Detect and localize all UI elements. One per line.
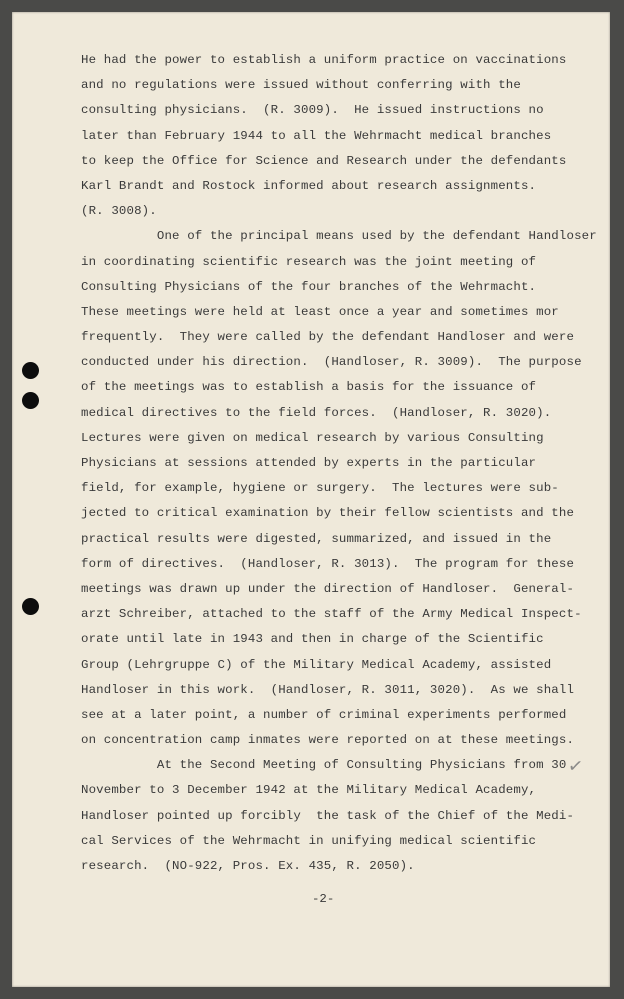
text-line: and no regulations were issued without conferring with the	[81, 78, 521, 93]
text-line: research. (NO-922, Pros. Ex. 435, R. 2050).	[81, 859, 415, 873]
punch-hole	[22, 392, 39, 409]
text-line: to keep the Office for Science and Research under the defendants	[81, 153, 567, 168]
text-line: Lectures were given on medical research by various Consulting	[81, 430, 544, 445]
text-line: consulting physicians. (R. 3009). He issued instructions no	[81, 103, 544, 118]
text-line: later than February 1944 to all the Wehrmacht medical branches	[81, 128, 552, 143]
text-line: frequently. They were called by the defendant Handloser and were	[81, 330, 575, 345]
text-line: form of directives. (Handloser, R. 3013). The program for these	[81, 556, 575, 571]
text-line: jected to critical examination by their fellow scientists and the	[81, 506, 575, 521]
punch-hole	[22, 362, 39, 379]
text-line: At the Second Meeting of Consulting Physicians from 30	[81, 758, 567, 773]
text-line: One of the principal means used by the defendant Handloser	[81, 229, 597, 244]
text-line: arzt Schreiber, attached to the staff of the Army Medical Inspect-	[81, 607, 582, 622]
text-line: meetings was drawn up under the direction of Handloser. General-	[81, 581, 575, 596]
checkmark-annotation: ✓	[566, 755, 585, 778]
text-line: (R. 3008).	[81, 204, 157, 219]
text-line: These meetings were held at least once a year and sometimes mor	[81, 304, 559, 319]
text-line: Karl Brandt and Rostock informed about research assignments.	[81, 178, 537, 193]
text-line: orate until late in 1943 and then in charge of the Scientific	[81, 632, 544, 647]
text-line: Handloser in this work. (Handloser, R. 3011, 3020). As we shall	[81, 682, 575, 697]
typed-text-body	[81, 48, 597, 879]
text-line: in coordinating scientific research was the joint meeting of	[81, 254, 537, 269]
document-page	[12, 12, 610, 987]
punch-hole	[22, 598, 39, 615]
text-line: November to 3 December 1942 at the Military Medical Academy,	[81, 783, 537, 798]
text-line: cal Services of the Wehrmacht in unifying medical scientific	[81, 833, 537, 848]
page-number: -2-	[312, 892, 335, 906]
text-line: medical directives to the field forces. (Handloser, R. 3020).	[81, 405, 552, 420]
text-line: Physicians at sessions attended by experts in the particular	[81, 456, 537, 470]
text-line: He had the power to establish a uniform practice on vaccinations	[81, 53, 567, 67]
text-line: practical results were digested, summarized, and issued in the	[81, 531, 552, 546]
text-line: conducted under his direction. (Handloser, R. 3009). The purpose	[81, 355, 582, 370]
text-line: Handloser pointed up forcibly the task of the Chief of the Medi-	[81, 808, 575, 823]
text-line: on concentration camp inmates were reported on at these meetings.	[81, 733, 575, 748]
text-line: see at a later point, a number of criminal experiments performed	[81, 707, 567, 722]
text-line: Group (Lehrgruppe C) of the Military Medical Academy, assisted	[81, 657, 552, 672]
text-line: field, for example, hygiene or surgery. The lectures were sub-	[81, 481, 559, 496]
text-line: Consulting Physicians of the four branches of the Wehrmacht.	[81, 279, 537, 294]
text-line: of the meetings was to establish a basis for the issuance of	[81, 380, 537, 395]
